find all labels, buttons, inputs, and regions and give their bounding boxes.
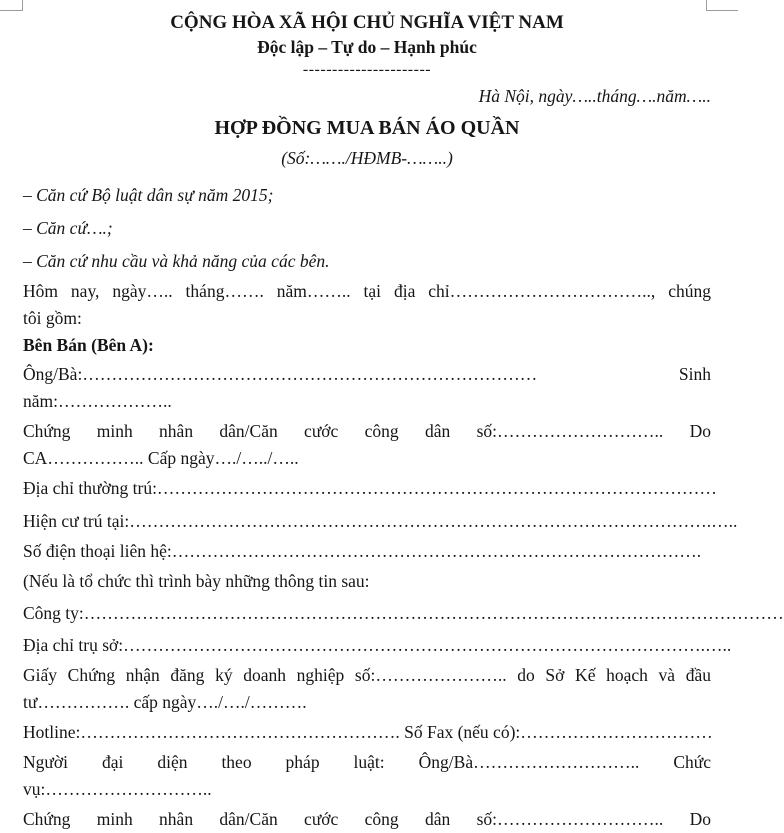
field-company: Công ty:…………………………………………………………………………………………………………	[23, 603, 784, 623]
header-motto: Độc lập – Tự do – Hạnh phúc	[257, 37, 477, 57]
recital-needs: – Căn cứ nhu cầu và khả năng của các bên.	[23, 251, 330, 271]
field-legal-representative-line-1: Người đại diện theo pháp luật: Ông/Bà……………………….. Chức	[23, 752, 711, 772]
field-name-birthyear: Ông/Bà:…………………………………………………………………… Sinh năm:………………..	[23, 364, 711, 411]
field-current-address: Hiện cư trú tại:……………………………………………………………………………………….…..	[23, 511, 738, 531]
field-business-registration-line-2: tư……………. cấp ngày…./…./……….	[23, 692, 307, 712]
page-corner-mark-right	[706, 0, 738, 11]
field-phone: Số điện thoại liên hệ:……………………………………………………………………………….	[23, 541, 702, 561]
contract-number: (Số:……./HĐMB-……..)	[281, 148, 453, 168]
recital-law-2015: – Căn cứ Bộ luật dân sự năm 2015;	[23, 185, 274, 205]
party-a-heading: Bên Bán (Bên A):	[23, 335, 154, 355]
field-business-registration-line-1: Giấy Chứng nhận đăng ký doanh nghiệp số:………………….. do Sở Kế hoạch và đầu	[23, 665, 711, 685]
intro-line-1: Hôm nay, ngày….. tháng……. năm…….. tại địa chỉ…………………………….., chúng	[23, 281, 711, 301]
field-id-number-line-1: Chứng minh nhân dân/Căn cước công dân số:……………………….. Do	[23, 421, 711, 441]
header-separator: ----------------------	[302, 61, 432, 78]
field-hotline-fax: Hotline:………………………………………………. Số Fax (nếu có):……………………………	[23, 722, 713, 742]
field-permanent-address: Địa chỉ thường trú:……………………………………………………………………………………	[23, 478, 717, 498]
field-id-number-line-2: CA…………….. Cấp ngày…./…../…..	[23, 448, 299, 468]
field-legal-representative-line-2: vụ:………………………..	[23, 779, 212, 799]
intro-line-2: tôi gồm:	[23, 308, 82, 328]
header-national-title: CỘNG HÒA XÃ HỘI CHỦ NGHĨA VIỆT NAM	[170, 12, 564, 33]
recital-other: – Căn cứ….;	[23, 218, 113, 238]
place-date-line: Hà Nội, ngày…..tháng….năm…..	[478, 86, 711, 106]
page-corner-mark-left	[0, 0, 23, 11]
organization-info-note: (Nếu là tổ chức thì trình bày những thông tin sau:	[23, 571, 370, 591]
contract-title: HỢP ĐỒNG MUA BÁN ÁO QUẦN	[214, 117, 520, 139]
field-office-address: Địa chỉ trụ sở:……………………………………………………………………………………….…..	[23, 635, 732, 655]
field-representative-id-line-1: Chứng minh nhân dân/Căn cước công dân số:……………………….. Do	[23, 809, 711, 829]
